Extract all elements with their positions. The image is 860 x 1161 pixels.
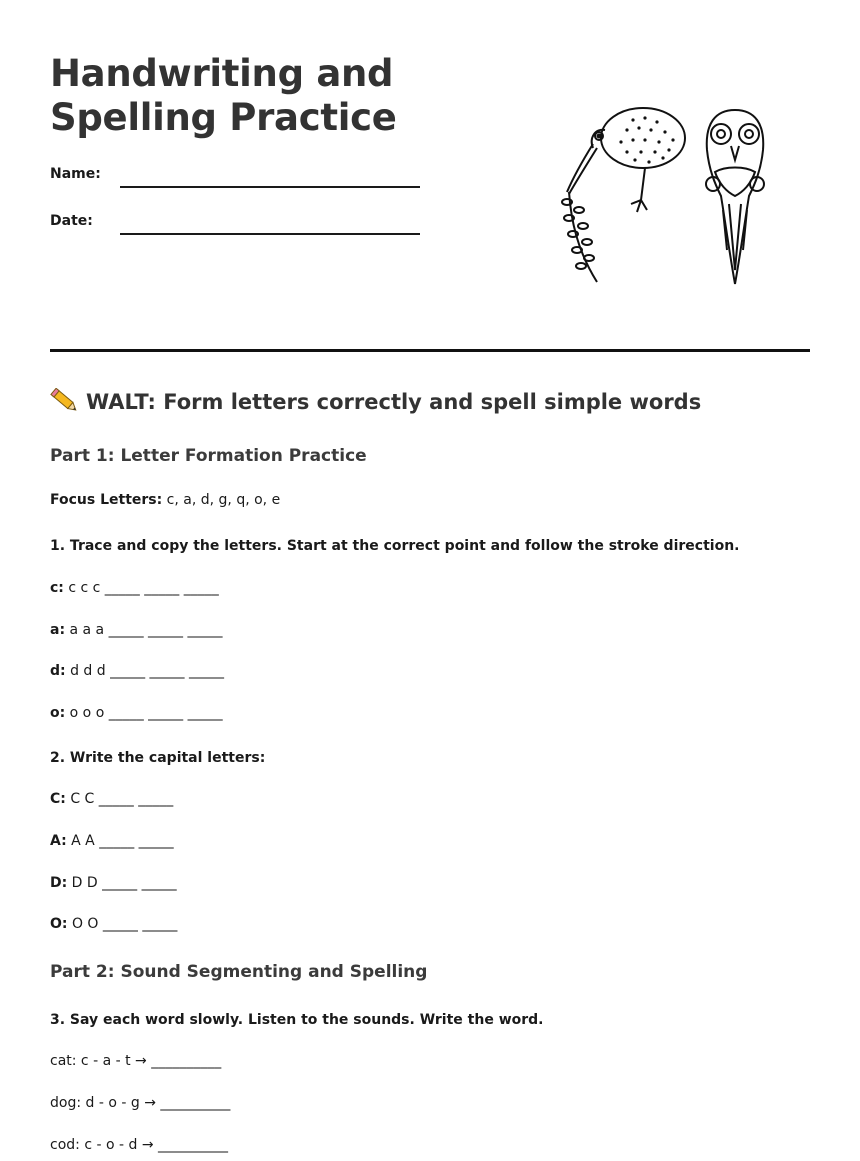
name-field[interactable] [50, 166, 430, 190]
page-title [50, 52, 397, 140]
row-value: C C _____ _____ [65, 791, 174, 807]
focus-label: Focus Letters: [50, 492, 163, 508]
capital-row-c[interactable] [50, 791, 173, 807]
name-label: Name: [50, 166, 101, 182]
question-3: 3. Say each word slowly. Listen to the sounds. Write the word. [50, 1012, 544, 1028]
lowercase-row-o[interactable] [50, 705, 223, 721]
row-label: o: [50, 705, 66, 721]
date-field[interactable] [50, 213, 430, 237]
row-label: c: [50, 580, 64, 596]
date-label: Date: [50, 213, 93, 229]
lowercase-row-a[interactable] [50, 622, 223, 638]
question-1: 1. Trace and copy the letters. Start at the correct point and follow the stroke direction. [50, 538, 740, 554]
word-row-dog[interactable]: dog: d - o - g → __________ [50, 1095, 231, 1111]
row-label: a: [50, 622, 66, 638]
row-value: D D _____ _____ [67, 875, 177, 891]
title-line-1: Handwriting and [50, 52, 394, 95]
capital-row-a[interactable] [50, 833, 174, 849]
kiwi-and-tiki-illustration [555, 100, 780, 290]
row-value: o o o _____ _____ _____ [65, 705, 223, 721]
pencil-icon [50, 388, 80, 414]
lowercase-row-d[interactable] [50, 663, 224, 679]
row-label: d: [50, 663, 66, 679]
date-line[interactable] [120, 233, 420, 235]
row-label: C: [50, 791, 66, 807]
row-label: O: [50, 916, 68, 932]
fern-icon [562, 192, 597, 282]
row-value: c c c _____ _____ _____ [63, 580, 219, 596]
word-row-cat[interactable]: cat: c - a - t → __________ [50, 1053, 222, 1069]
row-label: A: [50, 833, 67, 849]
walt-heading [50, 388, 701, 414]
capital-row-d[interactable] [50, 875, 177, 891]
focus-letters [50, 492, 280, 508]
kiwi-bird-icon [567, 108, 685, 212]
row-label: D: [50, 875, 68, 891]
row-value: O O _____ _____ [67, 916, 178, 932]
word-row-cod[interactable]: cod: c - o - d → __________ [50, 1137, 229, 1153]
row-value: d d d _____ _____ _____ [65, 663, 224, 679]
question-2: 2. Write the capital letters: [50, 750, 266, 766]
header-divider [50, 349, 810, 352]
part1-heading: Part 1: Letter Formation Practice [50, 446, 367, 466]
lowercase-row-c[interactable] [50, 580, 219, 596]
tiki-icon [706, 110, 764, 284]
focus-value: c, a, d, g, q, o, e [162, 492, 281, 508]
part2-heading: Part 2: Sound Segmenting and Spelling [50, 962, 428, 982]
row-value: A A _____ _____ [66, 833, 174, 849]
row-value: a a a _____ _____ _____ [65, 622, 223, 638]
walt-text: WALT: Form letters correctly and spell simple words [86, 390, 702, 414]
capital-row-o[interactable] [50, 916, 177, 932]
title-line-2: Spelling Practice [50, 96, 397, 139]
name-line[interactable] [120, 186, 420, 188]
